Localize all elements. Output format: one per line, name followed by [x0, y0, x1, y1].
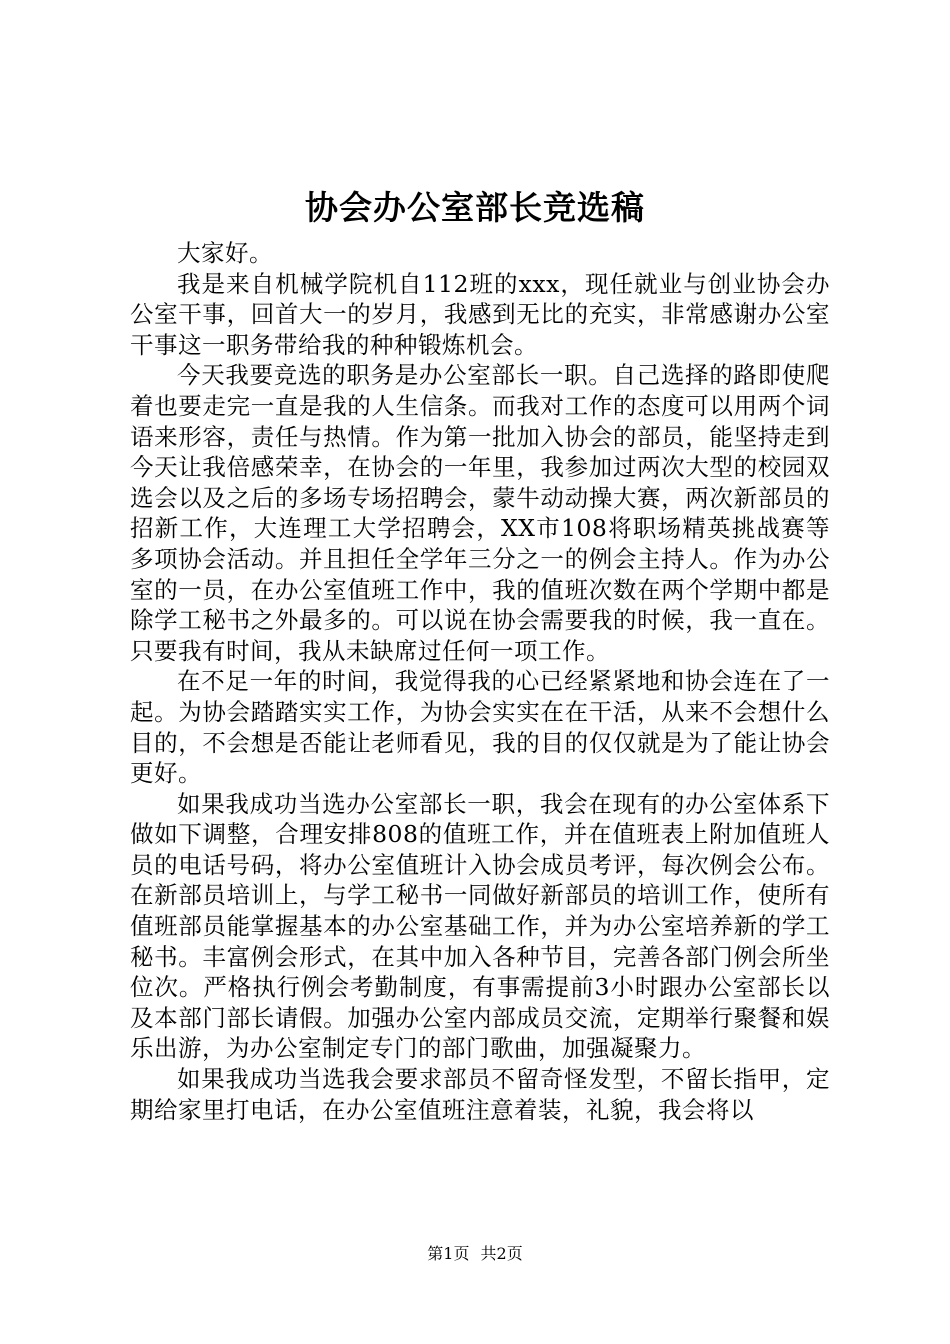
document-title: 协会办公室部长竞选稿	[305, 188, 645, 227]
paragraph-introduction: 我是来自机械学院机自112班的xxx，现任就业与创业协会办公室干事，回首大一的岁月，我感到无比的充实，非常感谢办公室干事这一职务带给我的种种锻炼机会。	[130, 269, 830, 359]
page-number: 第1页	[427, 1244, 470, 1263]
paragraph-commitment: 在不足一年的时间，我觉得我的心已经紧紧地和协会连在了一起。为协会踏踏实实工作，为协会实实在在干活，从来不会想什么目的，不会想是否能让老师看见，我的目的仅仅就是为了能让协会更好。	[130, 667, 830, 788]
page-footer	[0, 1243, 950, 1265]
paragraph-greeting: 大家好。	[177, 239, 273, 267]
page-total: 共2页	[480, 1244, 523, 1263]
document-body	[130, 238, 830, 1125]
paragraph-experience: 今天我要竞选的职务是办公室部长一职。自己选择的路即使爬着也要走完一直是我的人生信条。而我对工作的态度可以用两个词语来形容，责任与热情。作为第一批加入协会的部员，能坚持走到今天让我倍感荣幸，在协会的一年里，我参加过两次大型的校园双选会以及之后的多场专场招聘会，蒙牛动动操大赛，两次新部员的招新工作，大连理工大学招聘会，XX市108将职场精英挑战赛等多项协会活动。并且担任全学年三分之一的例会主持人。作为办公室的一员，在办公室值班工作中，我的值班次数在两个学期中都是除学工秘书之外最多的。可以说在协会需要我的时候，我一直在。只要我有时间，我从未缺席过任何一项工作。	[130, 361, 830, 665]
paragraph-requirements: 如果我成功当选我会要求部员不留奇怪发型，不留长指甲，定期给家里打电话，在办公室值班注意着装，礼貌，我会将以	[130, 1065, 830, 1124]
paragraph-plans: 如果我成功当选办公室部长一职，我会在现有的办公室体系下做如下调整，合理安排808的值班工作，并在值班表上附加值班人员的电话号码，将办公室值班计入协会成员考评，每次例会公布。在新部员培训上，与学工秘书一同做好新部员的培训工作，使所有值班部员能掌握基本的办公室基础工作，并为办公室培养新的学工秘书。丰富例会形式，在其中加入各种节目，完善各部门例会所坐位次。严格执行例会考勤制度，有事需提前3小时跟办公室部长以及本部门部长请假。加强办公室内部成员交流，定期举行聚餐和娱乐出游，为办公室制定专门的部门歌曲，加强凝聚力。	[130, 789, 830, 1063]
